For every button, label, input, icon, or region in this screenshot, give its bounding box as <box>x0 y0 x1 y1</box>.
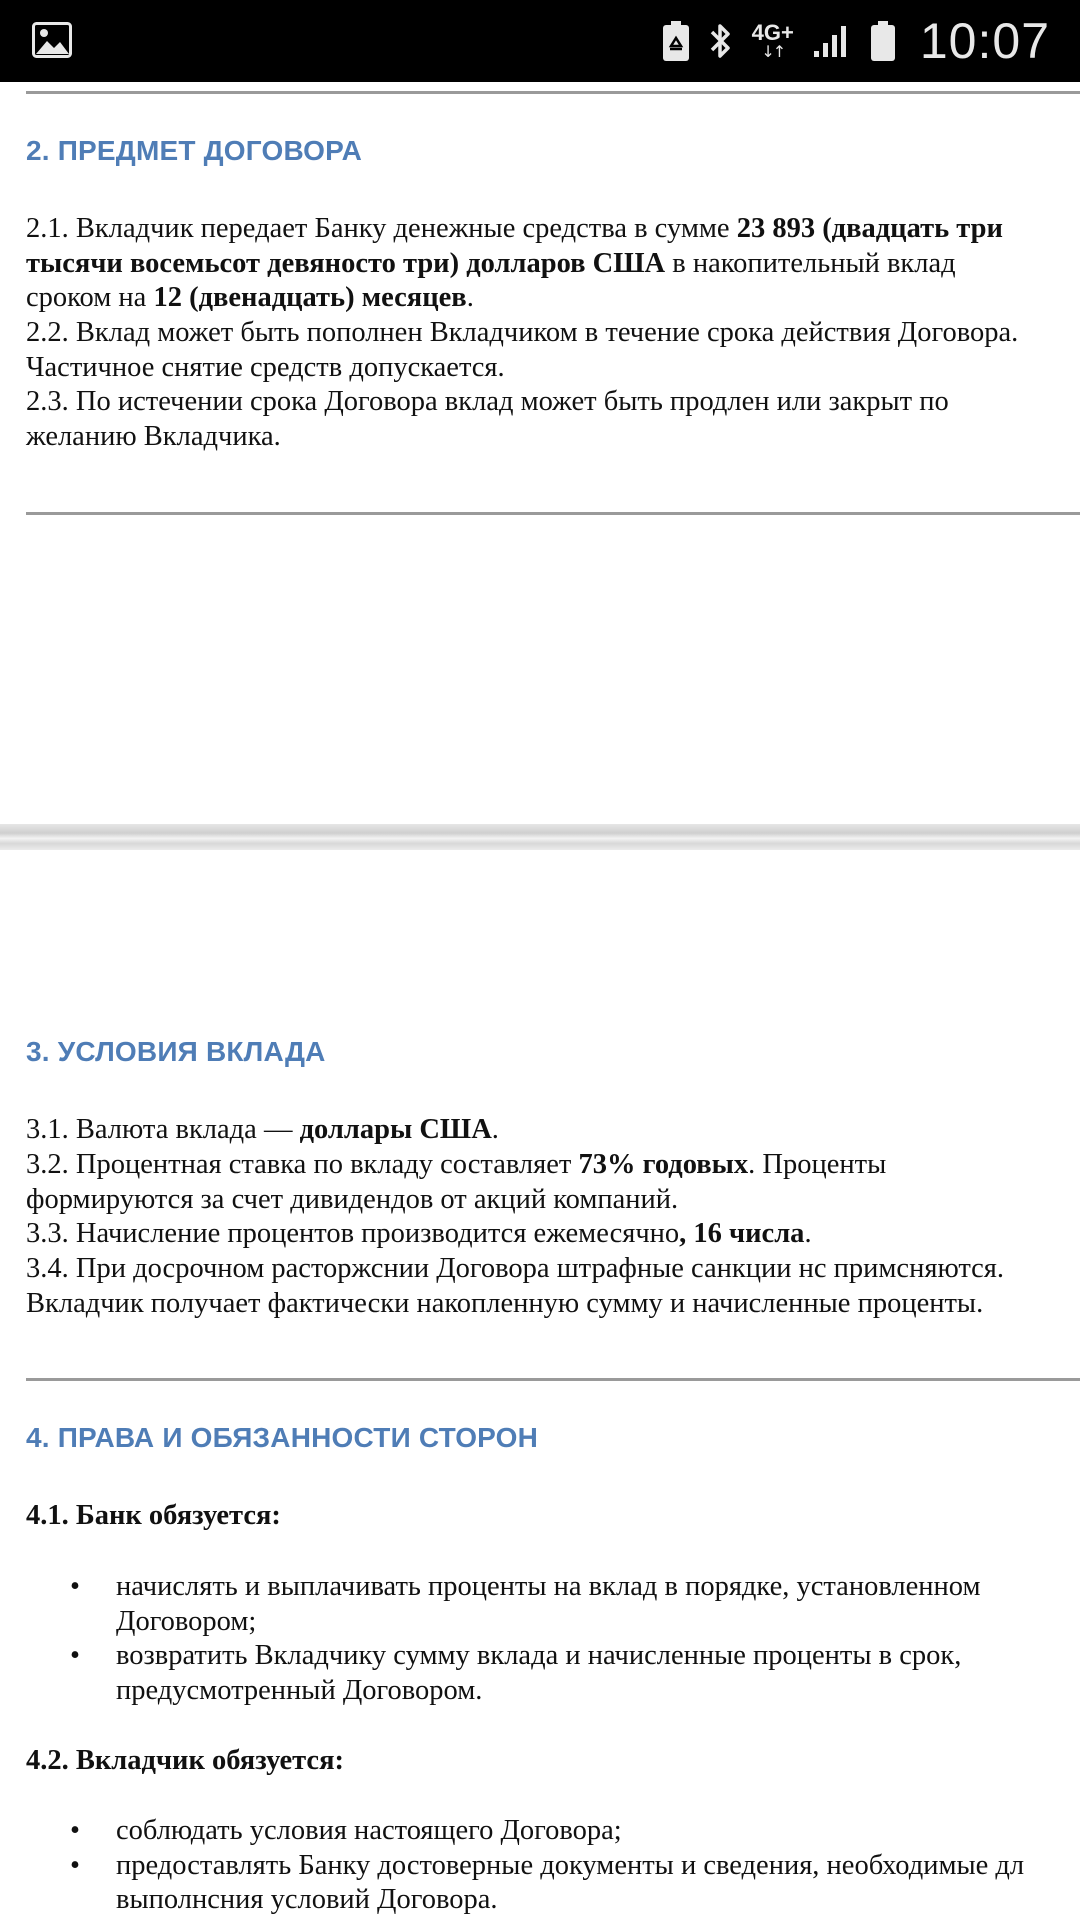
clause-3-2-rate: 73% годовых <box>578 1149 749 1180</box>
bullet-icon: • <box>70 1571 80 1602</box>
list-item-line1: предоставлять Банку достоверные документы и сведения, необходимые дл <box>116 1849 1025 1881</box>
clause-3-2-line2: формируются за счет дивидендов от акций компаний. <box>26 1183 679 1215</box>
bluetooth-icon <box>708 20 734 62</box>
list-item-line2: выполнсния условий Договора. <box>116 1884 498 1915</box>
subsection-4-1: 4.1. Банк обязуется: <box>26 1500 281 1531</box>
clock: 10:07 <box>919 13 1050 69</box>
divider <box>26 1378 1080 1381</box>
divider <box>26 91 1080 94</box>
clause-3-1-currency: доллары США <box>299 1114 492 1145</box>
clause-3-1-end: . <box>491 1114 499 1145</box>
clause-3-4-line1: 3.4. При досрочном расторжснии Договора штрафные санкции нс примсняются. <box>26 1253 1005 1284</box>
status-bar <box>0 0 1080 82</box>
document-page-1 <box>0 82 1080 824</box>
clause-2-2 <box>26 316 1080 385</box>
list-item <box>66 1570 1080 1639</box>
clause-2-1 <box>26 212 1080 316</box>
bullet-icon: • <box>70 1815 80 1846</box>
list-item-line2: предусмотренный Договором. <box>116 1674 483 1706</box>
clause-3-2-text-cont: . Проценты <box>748 1149 887 1180</box>
list-item <box>66 1849 1080 1918</box>
clause-2-1-end: . <box>466 282 474 313</box>
list-item-line1: начислять и выплачивать проценты на вклад в порядке, установленном <box>116 1571 981 1602</box>
bank-obligations-list <box>66 1570 1080 1708</box>
battery-icon <box>870 20 896 62</box>
clause-2-3 <box>26 385 1080 454</box>
clause-2-1-term-label: сроком на <box>26 282 154 313</box>
clause-3-1-text: 3.1. Валюта вклада — <box>26 1114 300 1145</box>
list-item-line1: соблюдать условия настоящего Договора; <box>116 1815 622 1846</box>
client-obligations-list <box>66 1814 1080 1918</box>
network-type-label: 4G+ <box>751 20 794 45</box>
document-page-2 <box>0 850 1080 1920</box>
clause-2-1-amount-words: тысячи восемьсот девяносто три) долларов США <box>26 247 666 279</box>
section-3-title: 3. УСЛОВИЯ ВКЛАДА <box>26 1036 326 1067</box>
clause-3-4-line2: Вкладчик получает фактически накопленную сумму и начисленные проценты. <box>26 1287 984 1319</box>
clause-2-1-text-cont: в накопительный вклад <box>665 247 956 279</box>
section-4-title: 4. ПРАВА И ОБЯЗАННОСТИ СТОРОН <box>26 1422 539 1453</box>
gallery-icon <box>32 22 72 58</box>
clause-2-1-text: 2.1. Вкладчик передает Банку денежные средства в сумме <box>26 213 737 244</box>
clause-2-2-line1: 2.2. Вклад может быть пополнен Вкладчиком в течение срока действия Договора. <box>26 317 1019 348</box>
section-2-title: 2. ПРЕДМЕТ ДОГОВОРА <box>26 135 362 166</box>
subsection-4-2: 4.2. Вкладчик обязуется: <box>26 1745 344 1776</box>
list-item-line1: возвратить Вкладчику сумму вклада и начисленные проценты в срок, <box>116 1640 962 1671</box>
recycle-battery-icon <box>662 20 690 62</box>
bullet-icon: • <box>70 1849 80 1881</box>
list-item <box>66 1814 1080 1849</box>
clause-3-3-end: . <box>804 1218 812 1249</box>
clause-2-2-line2: Частичное снятие средств допускается. <box>26 351 505 383</box>
clause-3-2-text: 3.2. Процентная ставка по вкладу составляет <box>26 1149 579 1180</box>
page-separator <box>0 824 1080 850</box>
clause-3-2 <box>26 1148 1080 1217</box>
list-item <box>66 1639 1080 1708</box>
divider <box>26 512 1080 515</box>
clause-2-3-line1: 2.3. По истечении срока Договора вклад может быть продлен или закрыт по <box>26 386 949 417</box>
network-arrows-icon: 4G+ ↓↑ <box>751 20 794 61</box>
clause-3-3-day: , 16 числа <box>679 1218 805 1249</box>
clause-3-3 <box>26 1217 1080 1252</box>
list-item-line2: Договором; <box>116 1605 257 1637</box>
clause-2-1-term: 12 (двенадцать) месяцев <box>153 282 467 313</box>
clause-2-1-amount: 23 893 (двадцать три <box>736 213 1003 244</box>
clause-3-1 <box>26 1113 1080 1148</box>
clause-3-3-text: 3.3. Начисление процентов производится ежемесячно <box>26 1218 680 1249</box>
bullet-icon: • <box>70 1640 80 1671</box>
clause-2-3-line2: желанию Вкладчика. <box>26 420 281 452</box>
clause-3-4 <box>26 1252 1080 1321</box>
signal-icon <box>812 23 852 59</box>
